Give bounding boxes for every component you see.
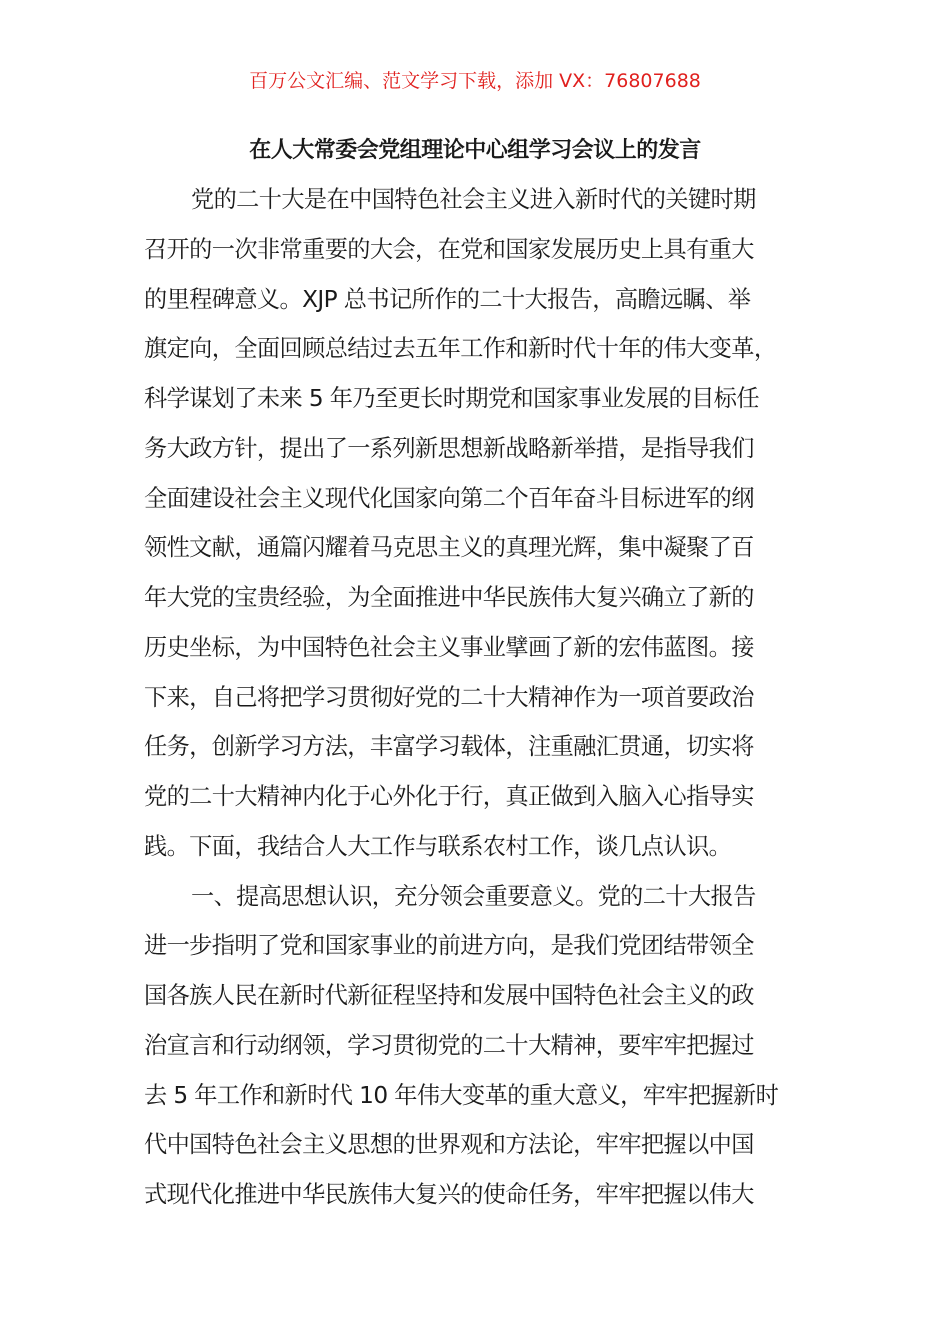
text-line: 下来，自己将把学习贯彻好党的二十大精神作为一项首要政治 — [144, 683, 754, 711]
text-line: 旗定向，全面回顾总结过去五年工作和新时代十年的伟大变革， — [144, 335, 777, 363]
text-line: 科学谋划了未来 5 年乃至更长时期党和国家事业发展的目标任 — [144, 385, 759, 412]
text-line: 领性文献，通篇闪耀着马克思主义的真理光辉，集中凝聚了百 — [144, 534, 754, 562]
text-line: 去 5 年工作和新时代 10 年伟大变革的重大意义，牢牢把握新时 — [144, 1081, 779, 1109]
document-title: 在人大常委会党组理论中心组学习会议上的发言 — [249, 138, 701, 163]
text-line: 历史坐标，为中国特色社会主义事业擘画了新的宏伟蓝图。接 — [144, 633, 754, 661]
text-line: 代中国特色社会主义思想的世界观和方法论，牢牢把握以中国 — [144, 1131, 754, 1159]
text-line: 党的二十大是在中国特色社会主义进入新时代的关键时期 — [191, 186, 756, 213]
text-line: 进一步指明了党和国家事业的前进方向，是我们党团结带领全 — [144, 932, 754, 960]
document-body — [144, 175, 844, 1220]
text-line: 治宣言和行动纲领，学习贯彻党的二十大精神，要牢牢把握过 — [144, 1031, 754, 1059]
text-line: 的里程碑意义。XJP 总书记所作的二十大报告，高瞻远瞩、举 — [144, 285, 751, 313]
text-line: 召开的一次非常重要的大会，在党和国家发展历史上具有重大 — [144, 235, 754, 263]
text-line: 践。下面，我结合人大工作与联系农村工作，谈几点认识。 — [144, 832, 732, 860]
text-line: 一、提高思想认识，充分领会重要意义。党的二十大报告 — [191, 882, 756, 910]
text-line: 式现代化推进中华民族伟大复兴的使命任务，牢牢把握以伟大 — [144, 1181, 754, 1208]
text-line: 党的二十大精神内化于心外化于行，真正做到入脑入心指导实 — [144, 783, 754, 810]
text-line: 务大政方针，提出了一系列新思想新战略新举措，是指导我们 — [144, 434, 754, 462]
text-line: 年大党的宝贵经验，为全面推进中华民族伟大复兴确立了新的 — [144, 584, 754, 611]
text-line: 任务，创新学习方法，丰富学习载体，注重融汇贯通，切实将 — [144, 733, 754, 761]
text-line: 全面建设社会主义现代化国家向第二个百年奋斗目标进军的纲 — [144, 484, 754, 512]
watermark-header: 百万公文汇编、范文学习下载，添加 VX：76807688 — [249, 70, 701, 92]
text-line: 国各族人民在新时代新征程坚持和发展中国特色社会主义的政 — [144, 982, 754, 1009]
